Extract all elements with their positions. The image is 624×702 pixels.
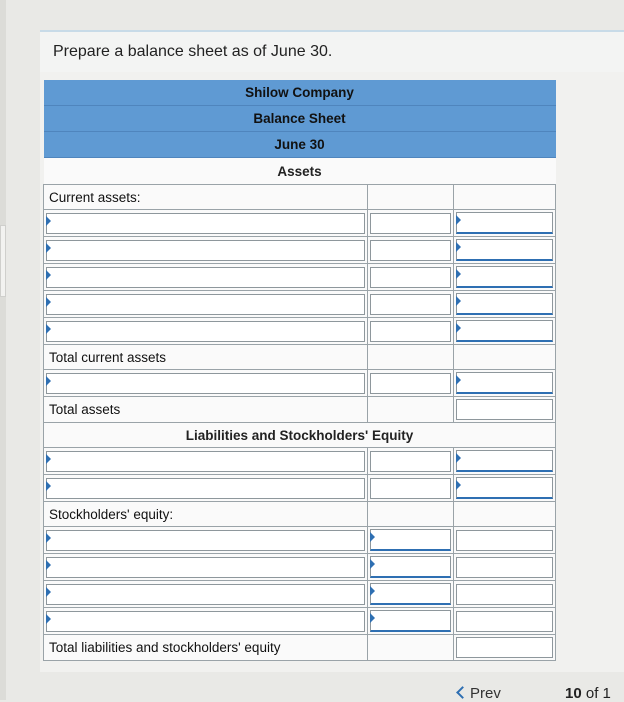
dropdown-arrow-icon — [46, 587, 51, 597]
page-current: 10 — [565, 685, 582, 702]
liability-total-select-1[interactable] — [456, 450, 553, 472]
current-asset-row — [44, 291, 556, 318]
equity-name-select-2[interactable] — [46, 557, 365, 578]
company-name: Shilow Company — [44, 80, 556, 106]
liability-name-select-1[interactable] — [46, 451, 365, 472]
total-liab-equity-input[interactable] — [456, 637, 553, 658]
equity-total-input-4[interactable] — [456, 611, 553, 632]
dropdown-arrow-icon — [46, 533, 51, 543]
dropdown-arrow-icon — [46, 454, 51, 464]
prev-button[interactable]: Prev — [470, 685, 501, 702]
dropdown-arrow-icon — [456, 215, 461, 225]
dropdown-arrow-icon — [46, 216, 51, 226]
dropdown-arrow-icon — [456, 242, 461, 252]
current-asset-row — [44, 237, 556, 264]
dropdown-arrow-icon — [46, 560, 51, 570]
current-asset-name-select-2[interactable] — [46, 240, 365, 261]
liabilities-equity-heading: Liabilities and Stockholders' Equity — [44, 423, 556, 448]
current-asset-total-select-2[interactable] — [456, 239, 553, 261]
liability-name-select-2[interactable] — [46, 478, 365, 499]
noncurrent-asset-row — [44, 370, 556, 397]
equity-amount-select-1[interactable] — [370, 529, 451, 551]
current-asset-total-select-4[interactable] — [456, 293, 553, 315]
equity-total-input-1[interactable] — [456, 530, 553, 551]
current-asset-row — [44, 210, 556, 237]
dropdown-arrow-icon — [370, 532, 375, 542]
equity-amount-select-3[interactable] — [370, 583, 451, 605]
total-current-assets-label: Total current assets — [44, 345, 368, 370]
current-asset-amount-input-3[interactable] — [370, 267, 451, 288]
current-assets-row — [44, 185, 556, 210]
dropdown-arrow-icon — [46, 243, 51, 253]
dropdown-arrow-icon — [456, 269, 461, 279]
equity-name-select-1[interactable] — [46, 530, 365, 551]
page-indicator — [565, 685, 611, 702]
instruction-text: Prepare a balance sheet as of June 30. — [40, 32, 624, 72]
page-of: of 1 — [585, 685, 611, 702]
dropdown-arrow-icon — [46, 324, 51, 334]
stockholders-equity-label: Stockholders' equity: — [44, 502, 368, 527]
equity-amount-select-4[interactable] — [370, 610, 451, 632]
liability-row — [44, 448, 556, 475]
dropdown-arrow-icon — [456, 323, 461, 333]
dropdown-arrow-icon — [370, 559, 375, 569]
dropdown-arrow-icon — [456, 296, 461, 306]
chevron-left-icon[interactable] — [456, 686, 469, 699]
total-current-assets-row — [44, 345, 556, 370]
current-asset-total-select-1[interactable] — [456, 212, 553, 234]
dropdown-arrow-icon — [370, 613, 375, 623]
dropdown-arrow-icon — [456, 480, 461, 490]
current-asset-amount-input-4[interactable] — [370, 294, 451, 315]
total-assets-input[interactable] — [456, 399, 553, 420]
equity-name-select-4[interactable] — [46, 611, 365, 632]
statement-title: Balance Sheet — [44, 106, 556, 132]
current-asset-row — [44, 318, 556, 345]
liability-amount-input-2[interactable] — [370, 478, 451, 499]
total-assets-label: Total assets — [44, 397, 368, 423]
statement-date: June 30 — [44, 132, 556, 158]
current-asset-amount-input-1[interactable] — [370, 213, 451, 234]
total-liab-equity-label: Total liabilities and stockholders' equity — [44, 635, 368, 661]
balance-sheet-panel — [40, 72, 624, 672]
equity-total-input-3[interactable] — [456, 584, 553, 605]
assets-heading: Assets — [44, 158, 556, 185]
dropdown-arrow-icon — [46, 614, 51, 624]
current-asset-row — [44, 264, 556, 291]
dropdown-arrow-icon — [456, 375, 461, 385]
equity-row — [44, 581, 556, 608]
current-asset-amount-input-2[interactable] — [370, 240, 451, 261]
dropdown-arrow-icon — [46, 297, 51, 307]
current-asset-name-select-4[interactable] — [46, 294, 365, 315]
noncurrent-asset-total-select[interactable] — [456, 372, 553, 394]
total-liab-equity-row — [44, 635, 556, 661]
balance-sheet-table — [43, 80, 556, 661]
equity-row — [44, 608, 556, 635]
noncurrent-asset-name-select[interactable] — [46, 373, 365, 394]
current-assets-label: Current assets: — [44, 185, 368, 210]
dropdown-arrow-icon — [46, 481, 51, 491]
liability-row — [44, 475, 556, 502]
dropdown-arrow-icon — [370, 586, 375, 596]
page-left-edge — [0, 0, 6, 700]
current-asset-name-select-3[interactable] — [46, 267, 365, 288]
current-asset-amount-input-5[interactable] — [370, 321, 451, 342]
liability-total-select-2[interactable] — [456, 477, 553, 499]
equity-amount-select-2[interactable] — [370, 556, 451, 578]
current-asset-total-select-3[interactable] — [456, 266, 553, 288]
dropdown-arrow-icon — [46, 376, 51, 386]
current-asset-total-select-5[interactable] — [456, 320, 553, 342]
total-assets-row — [44, 397, 556, 423]
equity-total-input-2[interactable] — [456, 557, 553, 578]
liability-amount-input-1[interactable] — [370, 451, 451, 472]
equity-row — [44, 527, 556, 554]
noncurrent-asset-amount-input[interactable] — [370, 373, 451, 394]
dropdown-arrow-icon — [456, 453, 461, 463]
left-edge-mark — [0, 225, 6, 297]
equity-name-select-3[interactable] — [46, 584, 365, 605]
current-asset-name-select-1[interactable] — [46, 213, 365, 234]
dropdown-arrow-icon — [46, 270, 51, 280]
stockholders-equity-row — [44, 502, 556, 527]
equity-row — [44, 554, 556, 581]
current-asset-name-select-5[interactable] — [46, 321, 365, 342]
